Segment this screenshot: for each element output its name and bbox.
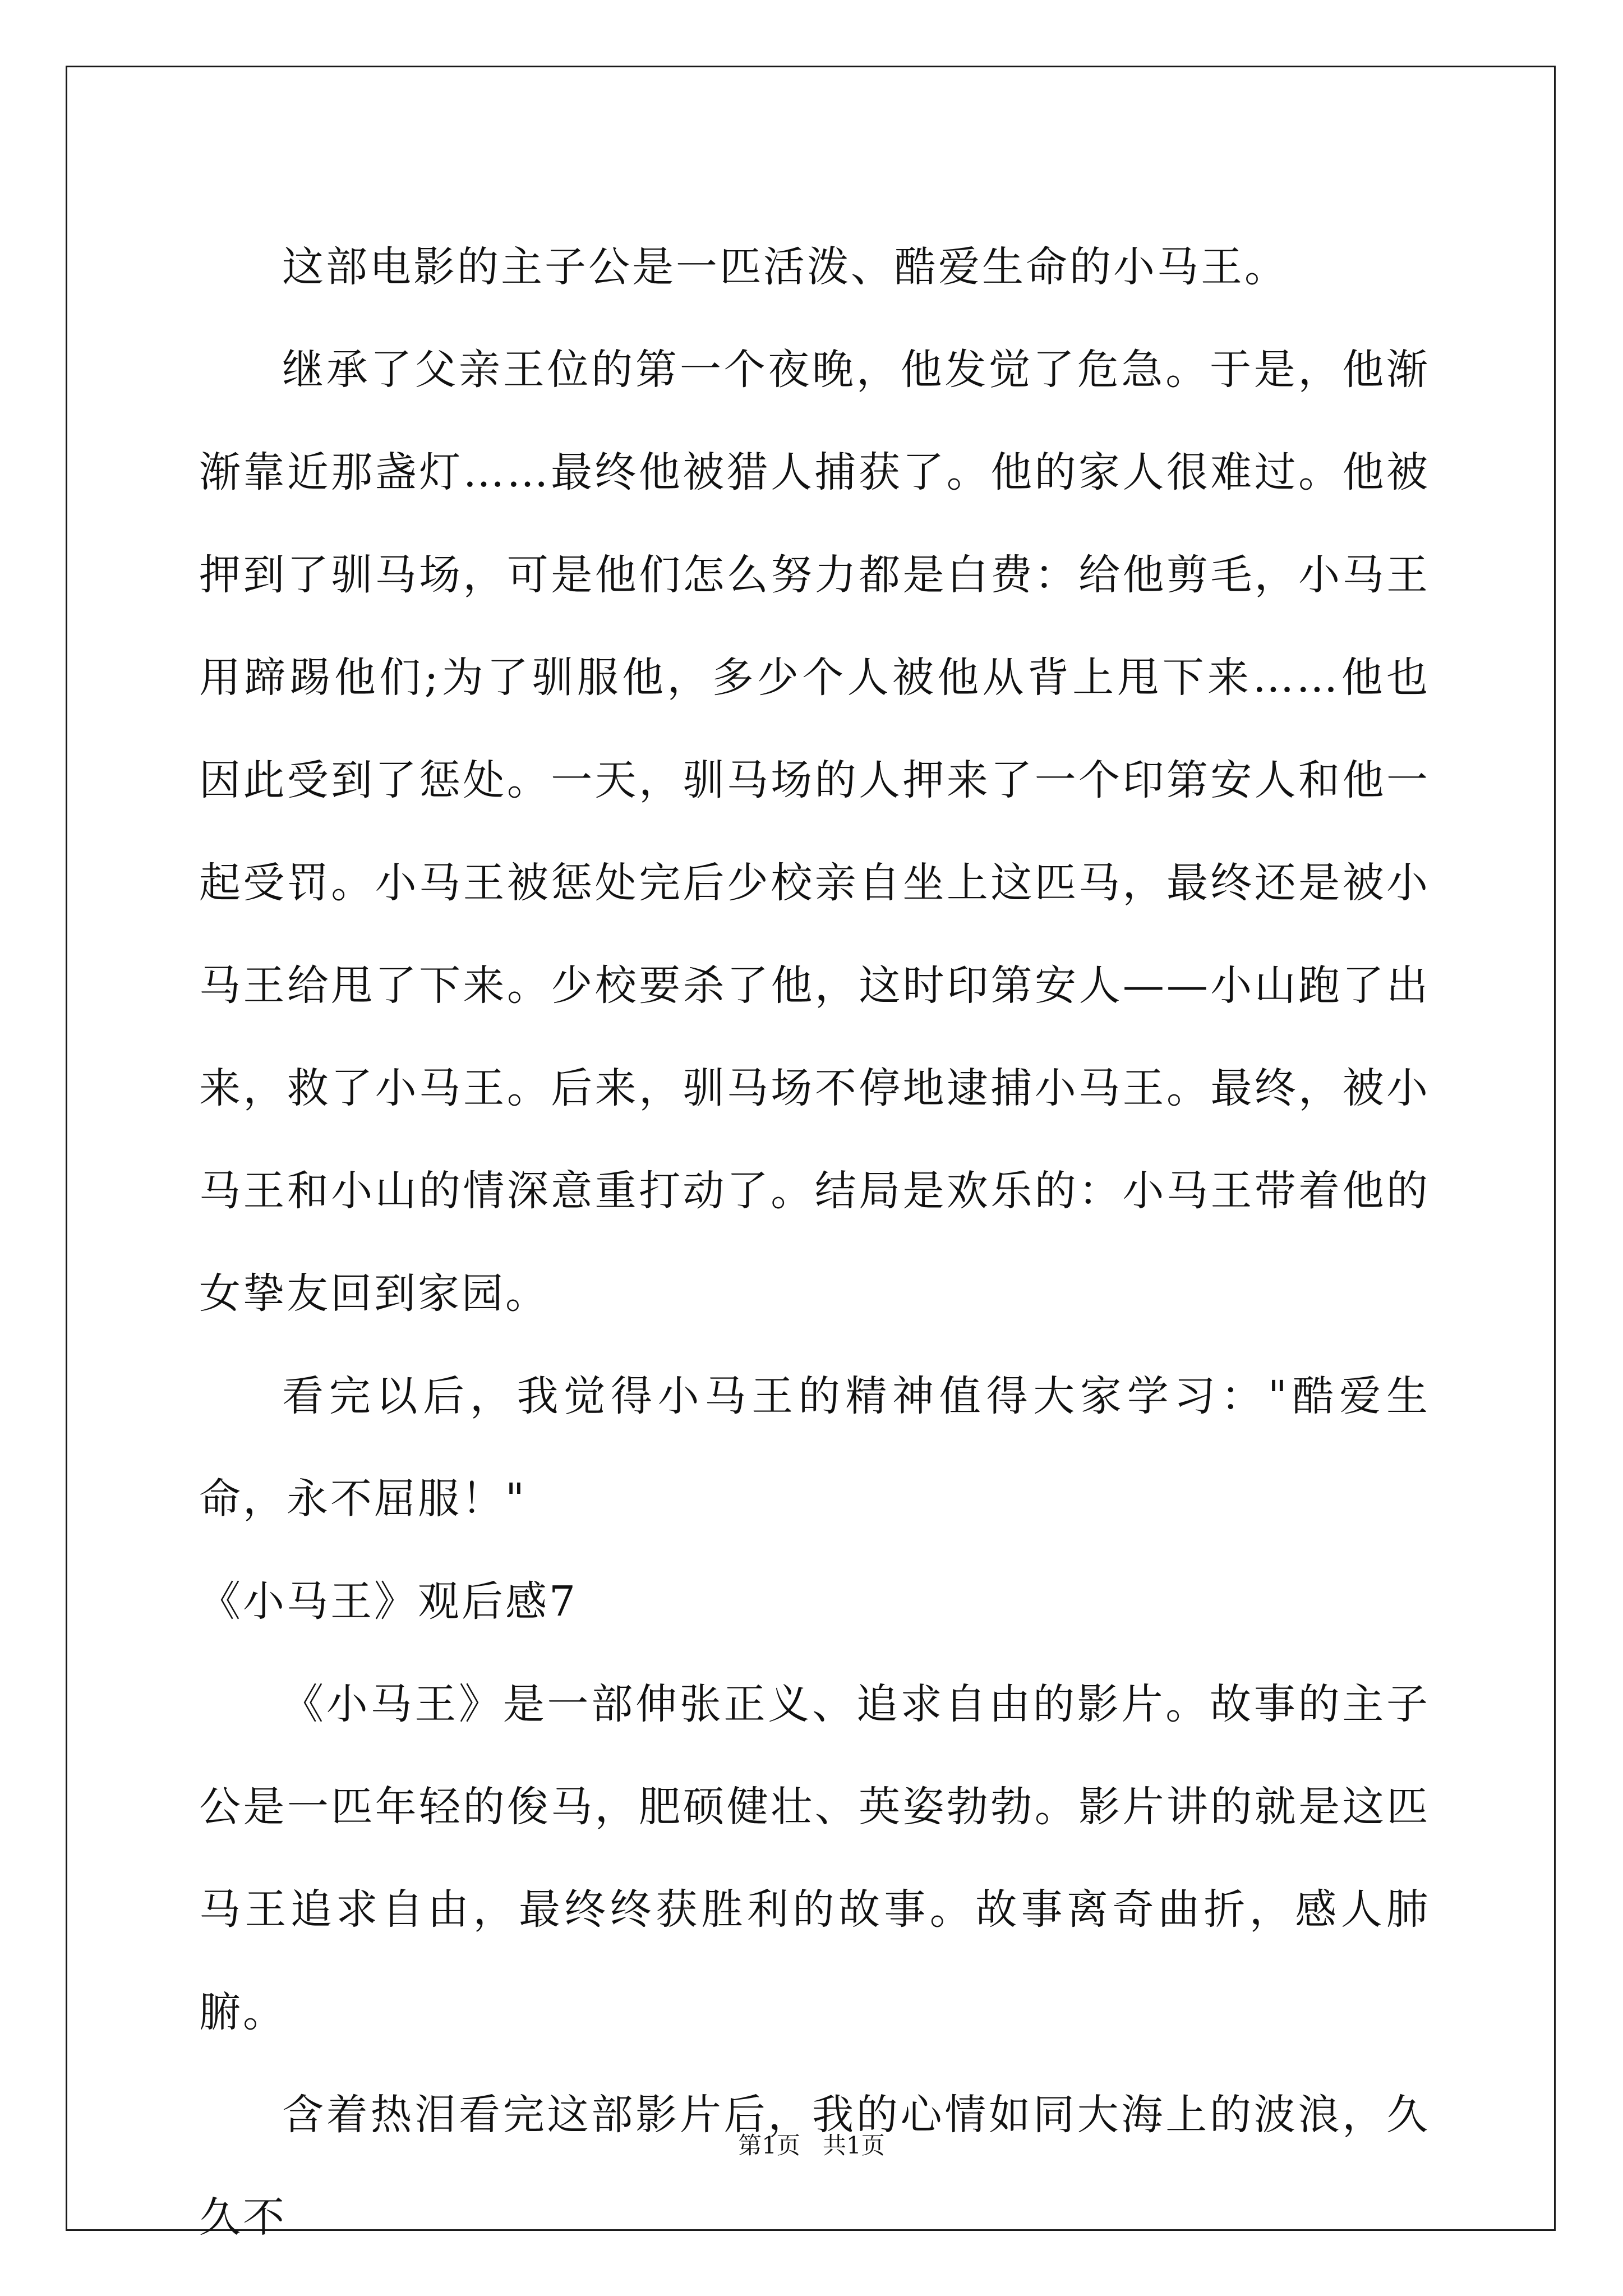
page-footer: 第1页 共1页	[738, 2132, 885, 2159]
paragraph: 看完以后，我觉得小马王的精神值得大家学习："酷爱生命，永不屈服！"	[199, 1372, 1430, 1523]
paragraph: 继承了父亲王位的第一个夜晚，他发觉了危急。于是，他渐渐靠近那盏灯……最终他被猎人捕获了。他的家人很难过。他被押到了驯马场，可是他们怎么努力都是白费：给他剪毛，小马王用蹄踢他们;为了驯服他，多少个人被他从背上甩下来……他也因此受到了惩处。一天，驯马场的人押来了一个印第安人和他一起受罚。小马王被惩处完后少校亲自坐上这匹马，最终还是被小马王给甩了下来。少校要杀了他，这时印第安人——小山跑了出来，救了小马王。后来，驯马场不停地逮捕小马王。最终，被小马王和小山的情深意重打动了。结局是欢乐的：小马王带着他的女挚友回到家园。	[199, 346, 1430, 1318]
paragraph: 《小马王》是一部伸张正义、追求自由的影片。故事的主子公是一匹年轻的俊马，肥硕健壮、英姿勃勃。影片讲的就是这匹马王追求自由，最终终获胜利的故事。故事离奇曲折，感人肺腑。	[199, 1680, 1430, 2036]
paragraph: 这部电影的主子公是一匹活泼、酷爱生命的小马王。	[282, 243, 1288, 291]
document-body	[199, 216, 1430, 2269]
paragraph: 含着热泪看完这部影片后，我的心情如同大海上的波浪，久久不	[199, 2091, 1430, 2242]
section-heading: 《小马王》观后感7	[199, 1577, 578, 1626]
